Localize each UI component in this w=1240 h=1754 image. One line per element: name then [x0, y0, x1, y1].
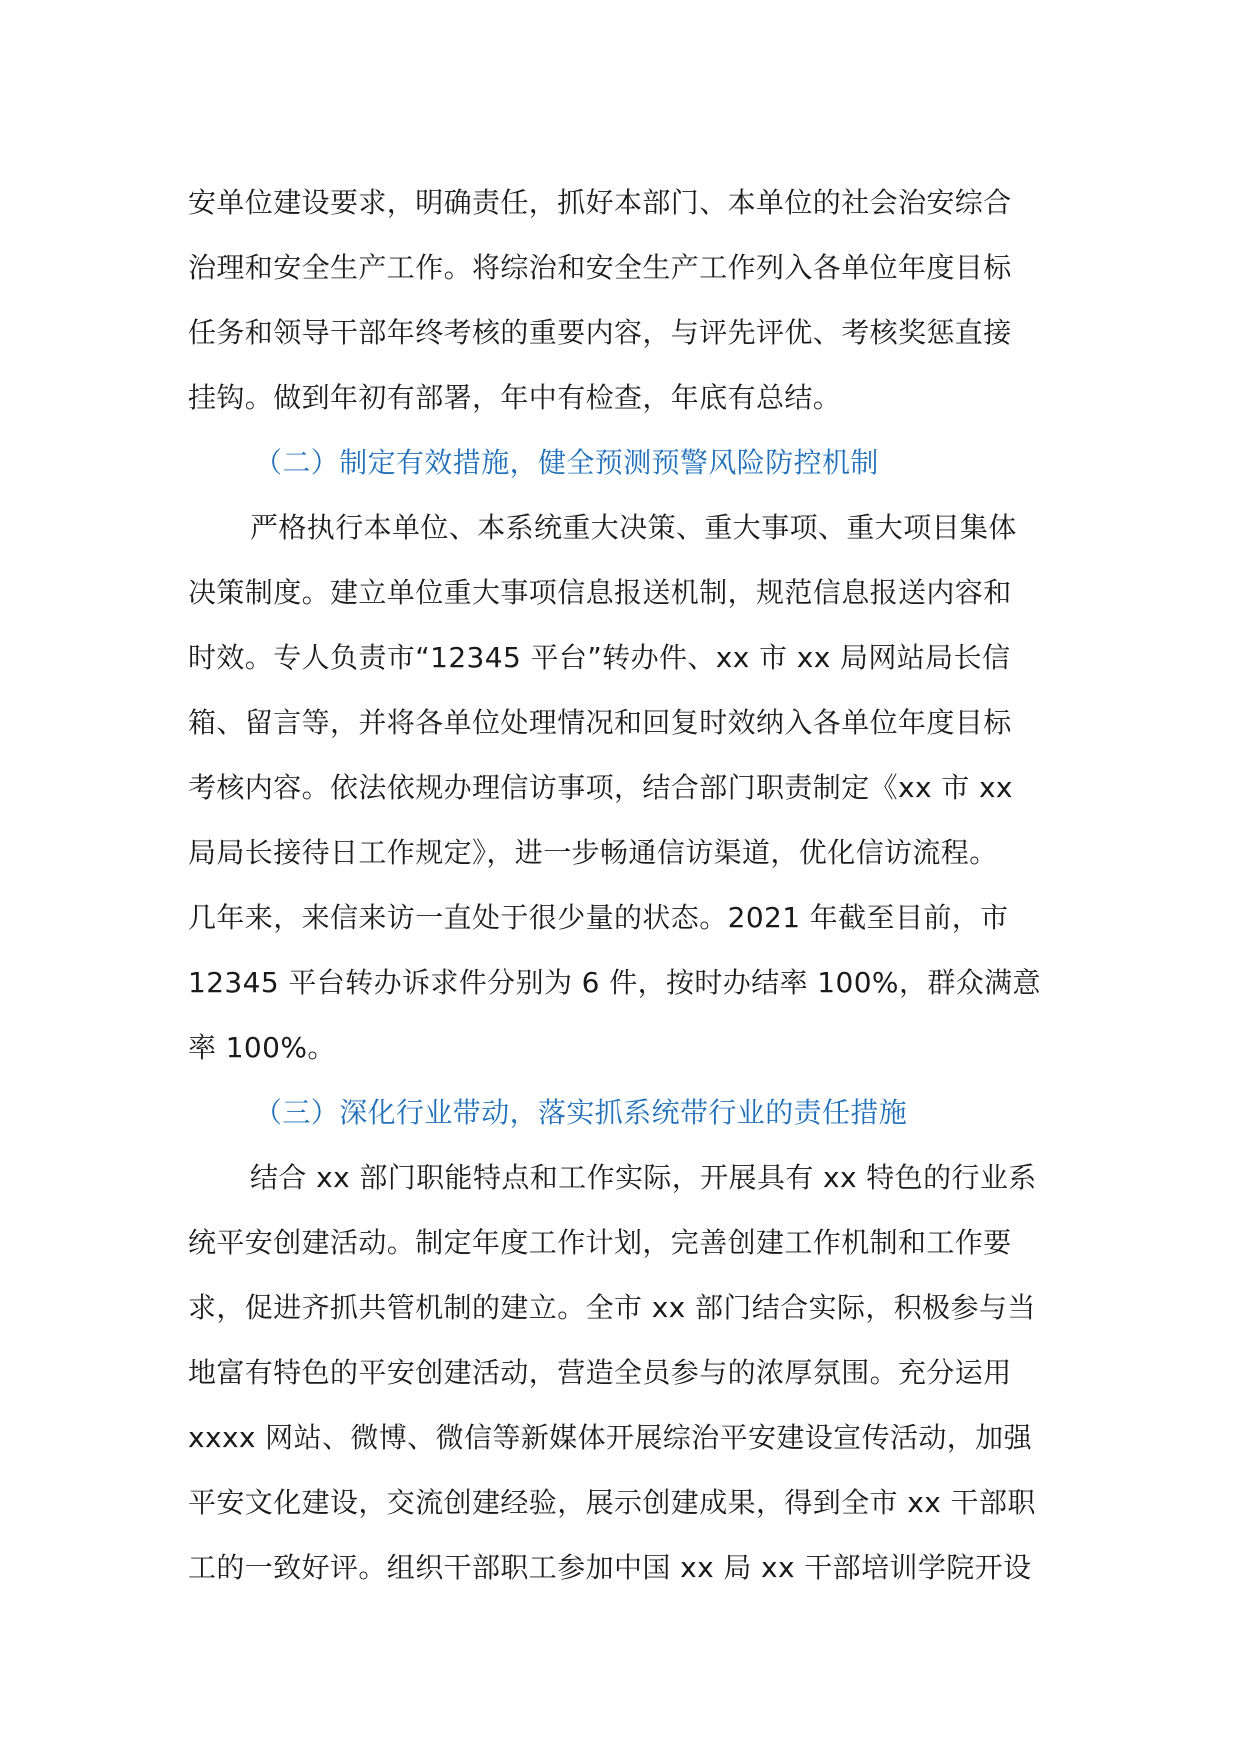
body-line: xxxx 网站、微博、微信等新媒体开展综治平安建设宣传活动，加强: [188, 1421, 1032, 1454]
body-line: 时效。专人负责市“12345 平台”转办件、xx 市 xx 局网站局长信: [188, 641, 1011, 674]
section-heading-3: （三）深化行业带动，落实抓系统带行业的责任措施: [254, 1096, 908, 1129]
body-line: 安单位建设要求，明确责任，抓好本部门、本单位的社会治安综合: [188, 186, 1012, 219]
body-line: 几年来，来信来访一直处于很少量的状态。2021 年截至目前，市: [188, 901, 1009, 934]
body-line: 地富有特色的平安创建活动，营造全员参与的浓厚氛围。充分运用: [188, 1356, 1012, 1389]
body-line: 工的一致好评。组织干部职工参加中国 xx 局 xx 干部培训学院开设: [188, 1551, 1032, 1584]
body-line: 任务和领导干部年终考核的重要内容，与评先评优、考核奖惩直接: [188, 316, 1012, 349]
paragraph-first-line: 结合 xx 部门职能特点和工作实际，开展具有 xx 特色的行业系: [250, 1161, 1037, 1194]
body-line: 箱、留言等，并将各单位处理情况和回复时效纳入各单位年度目标: [188, 706, 1012, 739]
body-line: 求，促进齐抓共管机制的建立。全市 xx 部门结合实际，积极参与当: [188, 1291, 1036, 1324]
body-line: 率 100%。: [188, 1031, 336, 1064]
body-line: 局局长接待日工作规定》，进一步畅通信访渠道，优化信访流程。: [188, 836, 998, 869]
paragraph-first-line: 严格执行本单位、本系统重大决策、重大事项、重大项目集体: [250, 511, 1017, 544]
document-body: [188, 170, 1058, 1600]
body-line: 平安文化建设，交流创建经验，展示创建成果，得到全市 xx 干部职: [188, 1486, 1036, 1519]
body-line: 挂钩。做到年初有部署，年中有检查，年底有总结。: [188, 381, 842, 414]
body-line: 治理和安全生产工作。将综治和安全生产工作列入各单位年度目标: [188, 251, 1012, 284]
body-line: 12345 平台转办诉求件分别为 6 件，按时办结率 100%，群众满意: [188, 966, 1041, 999]
body-line: 统平安创建活动。制定年度工作计划，完善创建工作机制和工作要: [188, 1226, 1012, 1259]
section-heading-2: （二）制定有效措施，健全预测预警风险防控机制: [254, 446, 879, 479]
body-line: 决策制度。建立单位重大事项信息报送机制，规范信息报送内容和: [188, 576, 1012, 609]
body-line: 考核内容。依法依规办理信访事项，结合部门职责制定《xx 市 xx: [188, 771, 1013, 804]
